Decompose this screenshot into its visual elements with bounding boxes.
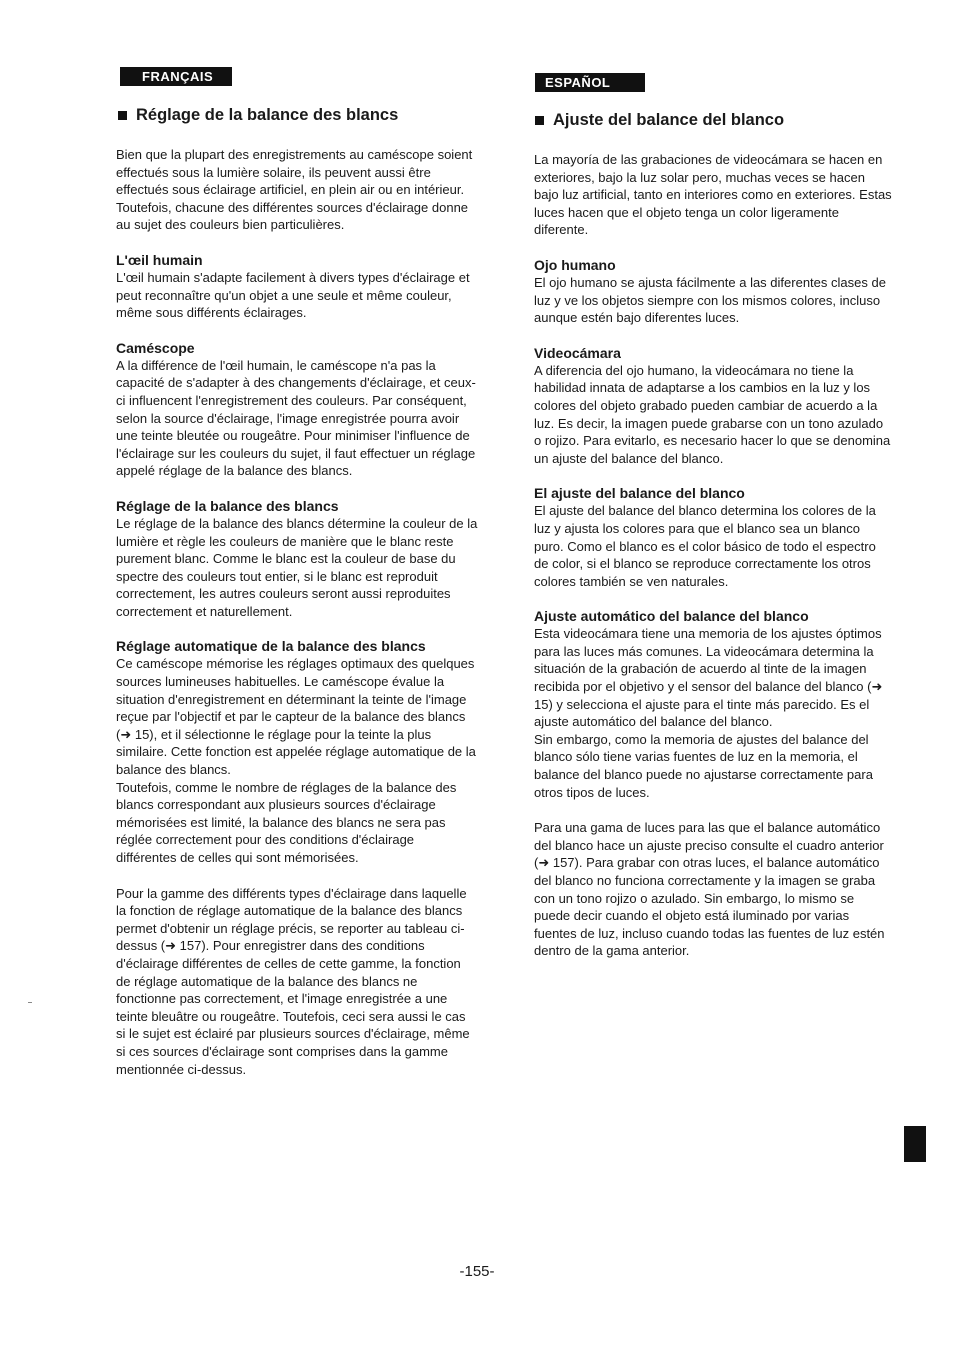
paragraph: Sin embargo, como la memoria de ajustes del balance del blanco sólo tiene varias fuentes de luz en la memoria, el balance del blanco puede no ajustarse correctamente para otros tipos de luces. xyxy=(534,731,873,800)
paragraph: El ajuste del balance del blanco determina los colores de la luz y ajusta los colores para que el blanco sea un blanco puro. Como el blanco es el color básico de todo el espectro de color, si el blanco se reproduce correctamente los otros colores también se ven naturales. xyxy=(534,503,876,589)
subheading: El ajuste del balance del blanco xyxy=(534,485,745,502)
edge-tab-marker xyxy=(904,1126,926,1162)
paragraph: El ojo humano se ajusta fácilmente a las diferentes clases de luz y ve los objetos siempre con los mismos colores, incluso aunque estén bajo diferentes luces. xyxy=(534,274,886,326)
spanish-body xyxy=(534,151,892,960)
subheading: Ojo humano xyxy=(534,256,616,273)
closing-paragraph: Para una gama de luces para las que el balance automático del blanco hace un ajuste preciso consulte el cuadro anterior (➜ 157). Para grabar con otras luces, el balance automático del blanco no funciona correctamente y la imagen se graba con un tono rojizo o azulado. Sin embargo, lo mismo se puede decir cuando el objeto está iluminado por varias fuentes de luz, incluso cuando todas las fuentes de luz estén dentro de la gama anterior. xyxy=(534,820,885,959)
subheading: Réglage de la balance des blancs xyxy=(116,497,339,514)
subheading: Videocámara xyxy=(534,344,621,361)
section-title-french xyxy=(118,106,398,125)
page-number: -155- xyxy=(459,1263,495,1280)
subheading: Caméscope xyxy=(116,339,195,356)
closing-paragraph: Pour la gamme des différents types d'éclairage dans laquelle la fonction de réglage automatique de la balance des blancs permet d'obtenir un réglage précis, se reporter au tableau ci-dessus (➜ 157). Pour enregistrer dans des conditions d'éclairage différentes de celles de cette gamme, la fonction de réglage automatique de la balance des blancs ne fonctionne pas correctement, et l'image enregistrée a une teinte bleuâtre ou rougeâtre. Toutefois, ceci sera aussi le cas si le sujet est éclairé par plusieurs sources d'éclairage, même si ces sources d'éclairage sont comprises dans la gamme mentionnée ci-dessus. xyxy=(116,885,470,1077)
paragraph: Esta videocámara tiene una memoria de los ajustes óptimos para las luces más comunes. La videocámara determina la situación de la grabación de acuerdo al tinte de la imagen recibida por el objetivo y el sensor del balance del blanco (➜ 15) y selecciona el ajuste para el tinte más parecido. Es el ajuste automático del balance del blanco. xyxy=(534,626,883,730)
french-body xyxy=(116,146,478,1078)
intro-paragraph: La mayoría de las grabaciones de videocámara se hacen en exteriores, bajo la luz solar pero, muchas veces se hacen bajo luz artificial, tanto en interiores como en exteriores. Estas luces hacen que el objeto tenga un color ligeramente diferente. xyxy=(534,152,892,238)
subheading: Ajuste automático del balance del blanco xyxy=(534,608,809,625)
language-label-french: FRANÇAIS xyxy=(120,67,232,86)
square-bullet-icon xyxy=(535,116,544,125)
square-bullet-icon xyxy=(118,111,127,120)
intro-paragraph: Bien que la plupart des enregistrements au caméscope soient effectués sous la lumière solaire, ils peuvent aussi être effectués sous éclairage artificiel, en plein air ou en intérieur. Toutefois, chacune des différentes sources d'éclairage donne au sujet des couleurs bien particulières. xyxy=(116,147,473,233)
paragraph: A diferencia del ojo humano, la videocámara no tiene la habilidad innata de adaptarse a los cambios en la luz y los colores del objeto grabado pueden cambiar de acuerdo a la luz. Es decir, la imagen puede grabarse con un tono azulado o rojizo. Para evitarlo, es necesario hacer lo que se denomina un ajuste del balance del blanco. xyxy=(534,362,891,466)
subheading: Réglage automatique de la balance des blancs xyxy=(116,638,426,655)
section-title-text: Ajuste del balance del blanco xyxy=(553,111,785,129)
paragraph: Le réglage de la balance des blancs détermine la couleur de la lumière et règle les couleurs de manière que le blanc reste purement blanc. Comme le blanc est la couleur de base du spectre des couleurs tout entier, si le blanc est reproduit correctement, les autres couleurs seront aussi reproduites correctement et naturellement. xyxy=(116,515,478,619)
scan-mark xyxy=(28,1002,32,1003)
section-title-spanish xyxy=(535,111,784,130)
language-label-spanish: ESPAÑOL xyxy=(535,73,645,92)
paragraph: L'œil humain s'adapte facilement à divers types d'éclairage et peut reconnaître qu'un objet a une seule et même couleur, même sous différents éclairages. xyxy=(116,269,470,321)
subheading: L'œil humain xyxy=(116,251,203,268)
paragraph: Ce caméscope mémorise les réglages optimaux des quelques sources lumineuses habituelles. Le caméscope évalue la situation d'enregistrement en déterminant la teinte de l'image reçue par l'objectif et par le capteur de la balance des blancs (➜ 15), et il sélectionne le réglage pour la teinte la plus similaire. Cette fonction est appelée réglage automatique de la balance des blancs. xyxy=(116,656,476,778)
paragraph: A la différence de l'œil humain, le caméscope n'a pas la capacité de s'adapter à des changements d'éclairage, et ceux-ci influencent l'enregistrement des couleurs. Par conséquent, selon la source d'éclairage, l'image enregistrée pourra avoir une teinte bleutée ou rougeâtre. Pour minimiser l'influence de l'éclairage sur les couleurs du sujet, il faut effectuer un réglage appelé réglage de la balance des blancs. xyxy=(116,357,476,479)
section-title-text: Réglage de la balance des blancs xyxy=(136,106,399,124)
paragraph: Toutefois, comme le nombre de réglages de la balance des blancs correspondant aux plusieurs sources d'éclairage mémorisées est limité, la balance des blancs ne sera pas réglée correctement pour des conditions d'éclairage différentes de celles qui sont mémorisées. xyxy=(116,779,457,865)
